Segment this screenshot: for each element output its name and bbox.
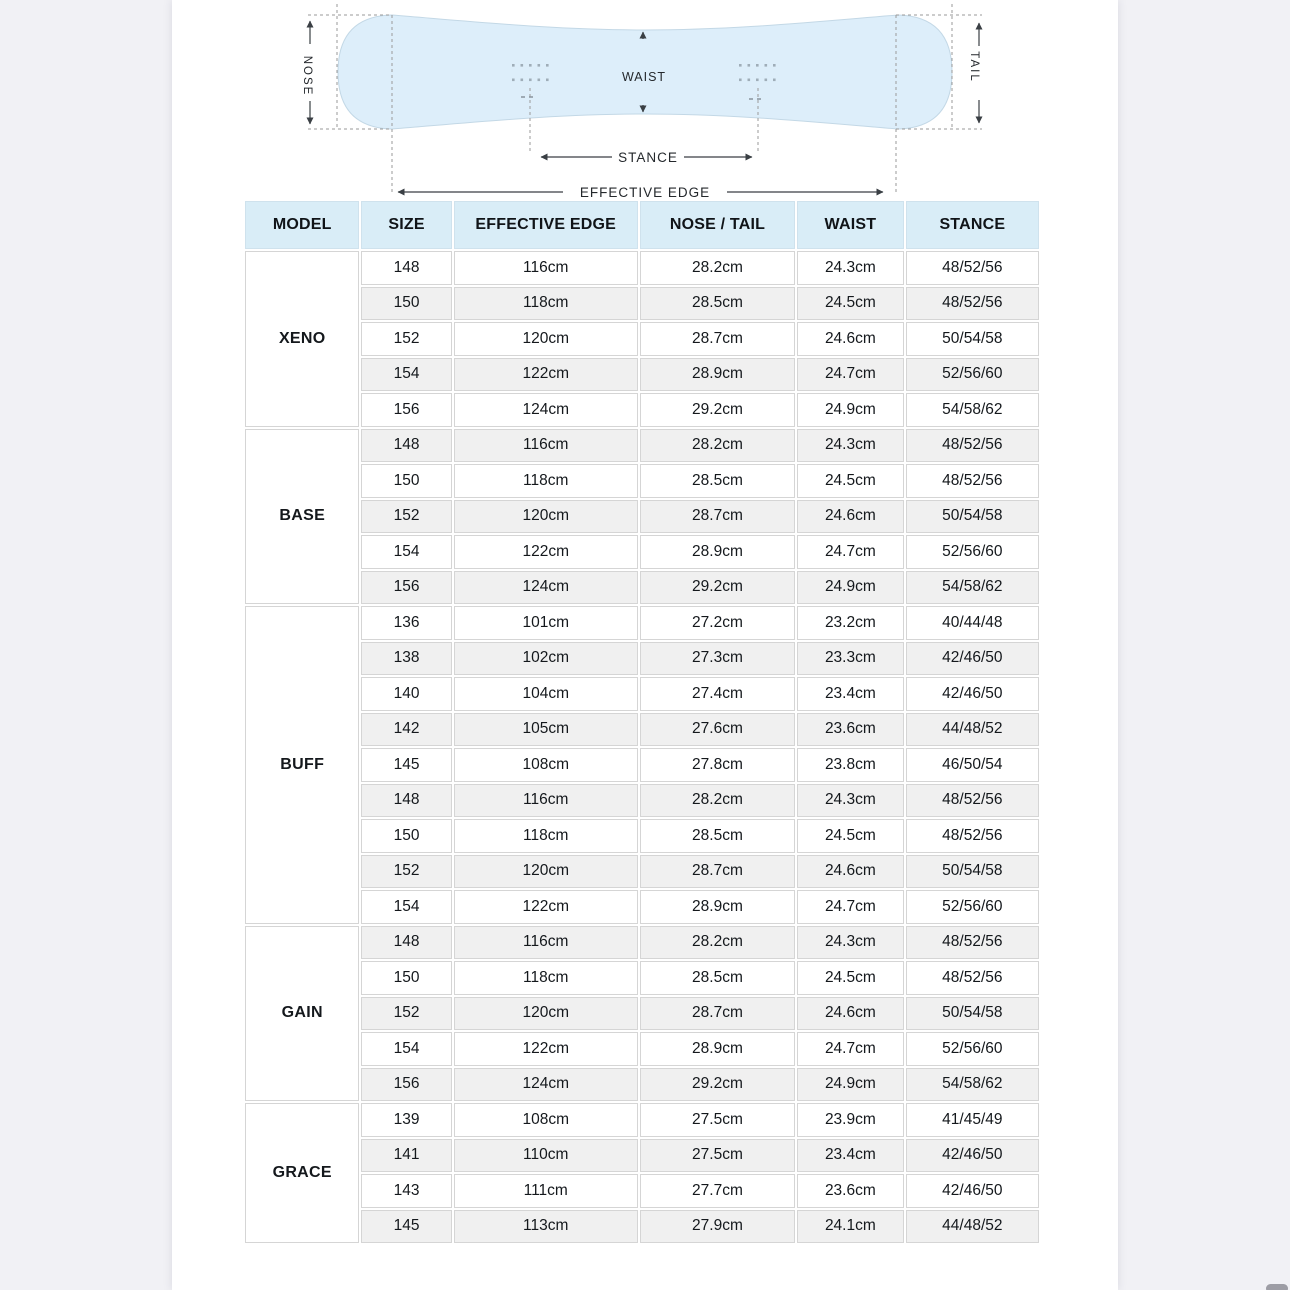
waist-cell: 24.3cm <box>797 251 904 285</box>
model-cell: BUFF <box>245 606 359 924</box>
effective-edge-cell: 122cm <box>454 358 638 392</box>
size-cell: 139 <box>361 1103 451 1137</box>
waist-cell: 24.1cm <box>797 1210 904 1244</box>
spec-table-header <box>245 201 1039 249</box>
waist-cell: 24.5cm <box>797 961 904 995</box>
waist-cell: 24.7cm <box>797 1032 904 1066</box>
column-header-nose-tail: NOSE / TAIL <box>640 201 795 249</box>
waist-cell: 24.7cm <box>797 358 904 392</box>
waist-cell: 24.9cm <box>797 393 904 427</box>
effective-edge-cell: 102cm <box>454 642 638 676</box>
stance-cell: 48/52/56 <box>906 819 1039 853</box>
table-row <box>245 855 1039 889</box>
table-row <box>245 748 1039 782</box>
nose-tail-cell: 29.2cm <box>640 571 795 605</box>
nose-tail-cell: 28.5cm <box>640 961 795 995</box>
stance-cell: 48/52/56 <box>906 784 1039 818</box>
table-row <box>245 606 1039 640</box>
table-row <box>245 535 1039 569</box>
table-row <box>245 961 1039 995</box>
size-cell: 150 <box>361 287 451 321</box>
size-cell: 154 <box>361 358 451 392</box>
effective-edge-cell: 122cm <box>454 1032 638 1066</box>
effective-edge-cell: 124cm <box>454 571 638 605</box>
waist-cell: 23.2cm <box>797 606 904 640</box>
size-cell: 142 <box>361 713 451 747</box>
size-cell: 148 <box>361 251 451 285</box>
effective-edge-cell: 113cm <box>454 1210 638 1244</box>
nose-tail-cell: 29.2cm <box>640 393 795 427</box>
effective-edge-cell: 110cm <box>454 1139 638 1173</box>
nose-tail-cell: 28.7cm <box>640 322 795 356</box>
table-row <box>245 571 1039 605</box>
nose-tail-cell: 27.4cm <box>640 677 795 711</box>
effective-edge-label: EFFECTIVE EDGE <box>579 185 711 199</box>
nose-tail-cell: 27.5cm <box>640 1103 795 1137</box>
waist-cell: 23.6cm <box>797 1174 904 1208</box>
stance-cell: 48/52/56 <box>906 429 1039 463</box>
nose-tail-cell: 28.2cm <box>640 784 795 818</box>
table-row <box>245 251 1039 285</box>
header-row <box>245 201 1039 249</box>
effective-edge-cell: 118cm <box>454 961 638 995</box>
effective-edge-cell: 120cm <box>454 500 638 534</box>
waist-cell: 24.9cm <box>797 571 904 605</box>
size-cell: 138 <box>361 642 451 676</box>
nose-tail-cell: 28.5cm <box>640 819 795 853</box>
table-row <box>245 464 1039 498</box>
stance-cell: 42/46/50 <box>906 1139 1039 1173</box>
stance-cell: 42/46/50 <box>906 642 1039 676</box>
nose-tail-cell: 27.6cm <box>640 713 795 747</box>
table-row <box>245 358 1039 392</box>
nose-tail-cell: 28.5cm <box>640 287 795 321</box>
size-cell: 140 <box>361 677 451 711</box>
effective-edge-cell: 122cm <box>454 535 638 569</box>
waist-cell: 24.3cm <box>797 784 904 818</box>
stance-cell: 48/52/56 <box>906 287 1039 321</box>
model-cell: XENO <box>245 251 359 427</box>
waist-cell: 24.3cm <box>797 926 904 960</box>
stance-cell: 48/52/56 <box>906 926 1039 960</box>
nose-tail-cell: 28.9cm <box>640 535 795 569</box>
effective-edge-cell: 116cm <box>454 429 638 463</box>
stance-cell: 50/54/58 <box>906 997 1039 1031</box>
size-cell: 143 <box>361 1174 451 1208</box>
spec-table <box>243 199 1041 1245</box>
effective-edge-cell: 111cm <box>454 1174 638 1208</box>
stance-cell: 40/44/48 <box>906 606 1039 640</box>
waist-cell: 24.6cm <box>797 855 904 889</box>
stance-cell: 50/54/58 <box>906 500 1039 534</box>
size-cell: 141 <box>361 1139 451 1173</box>
stance-cell: 44/48/52 <box>906 713 1039 747</box>
size-cell: 154 <box>361 890 451 924</box>
size-cell: 150 <box>361 464 451 498</box>
size-cell: 156 <box>361 1068 451 1102</box>
effective-edge-cell: 118cm <box>454 464 638 498</box>
nose-tail-cell: 28.2cm <box>640 429 795 463</box>
stance-cell: 50/54/58 <box>906 322 1039 356</box>
nose-tail-cell: 27.2cm <box>640 606 795 640</box>
waist-cell: 24.6cm <box>797 997 904 1031</box>
stance-cell: 48/52/56 <box>906 961 1039 995</box>
effective-edge-cell: 101cm <box>454 606 638 640</box>
effective-edge-cell: 122cm <box>454 890 638 924</box>
effective-edge-cell: 118cm <box>454 287 638 321</box>
size-cell: 152 <box>361 855 451 889</box>
table-row <box>245 642 1039 676</box>
waist-cell: 23.8cm <box>797 748 904 782</box>
waist-cell: 24.7cm <box>797 535 904 569</box>
nose-tail-cell: 28.7cm <box>640 997 795 1031</box>
table-row <box>245 1068 1039 1102</box>
waist-cell: 24.5cm <box>797 287 904 321</box>
stance-cell: 52/56/60 <box>906 358 1039 392</box>
nose-tail-cell: 28.9cm <box>640 1032 795 1066</box>
nose-tail-cell: 29.2cm <box>640 1068 795 1102</box>
effective-edge-cell: 120cm <box>454 997 638 1031</box>
effective-edge-cell: 120cm <box>454 322 638 356</box>
stance-cell: 42/46/50 <box>906 677 1039 711</box>
effective-edge-cell: 104cm <box>454 677 638 711</box>
effective-edge-cell: 118cm <box>454 819 638 853</box>
nose-tail-cell: 28.5cm <box>640 464 795 498</box>
nose-tail-cell: 27.9cm <box>640 1210 795 1244</box>
table-row <box>245 322 1039 356</box>
nose-tail-cell: 27.3cm <box>640 642 795 676</box>
snowboard-measurement-diagram <box>0 0 1290 199</box>
size-cell: 154 <box>361 535 451 569</box>
effective-edge-cell: 116cm <box>454 784 638 818</box>
nose-tail-cell: 27.5cm <box>640 1139 795 1173</box>
table-row <box>245 500 1039 534</box>
nose-tail-cell: 28.9cm <box>640 358 795 392</box>
effective-edge-cell: 124cm <box>454 393 638 427</box>
stance-cell: 44/48/52 <box>906 1210 1039 1244</box>
column-header-effective-edge: EFFECTIVE EDGE <box>454 201 638 249</box>
size-cell: 136 <box>361 606 451 640</box>
model-cell: GRACE <box>245 1103 359 1243</box>
waist-cell: 24.3cm <box>797 429 904 463</box>
nose-tail-cell: 28.2cm <box>640 251 795 285</box>
stance-cell: 46/50/54 <box>906 748 1039 782</box>
stance-cell: 48/52/56 <box>906 251 1039 285</box>
waist-cell: 24.5cm <box>797 464 904 498</box>
effective-edge-cell: 124cm <box>454 1068 638 1102</box>
size-cell: 145 <box>361 1210 451 1244</box>
effective-edge-cell: 105cm <box>454 713 638 747</box>
table-row <box>245 997 1039 1031</box>
waist-cell: 24.6cm <box>797 322 904 356</box>
nose-tail-cell: 28.9cm <box>640 890 795 924</box>
stance-cell: 54/58/62 <box>906 1068 1039 1102</box>
nose-tail-cell: 27.7cm <box>640 1174 795 1208</box>
model-cell: BASE <box>245 429 359 605</box>
nose-tail-cell: 28.2cm <box>640 926 795 960</box>
size-cell: 154 <box>361 1032 451 1066</box>
model-cell: GAIN <box>245 926 359 1102</box>
tail-label: TAIL <box>968 51 980 83</box>
table-row <box>245 677 1039 711</box>
nose-tail-cell: 28.7cm <box>640 500 795 534</box>
effective-edge-cell: 108cm <box>454 1103 638 1137</box>
effective-edge-cell: 108cm <box>454 748 638 782</box>
table-row <box>245 819 1039 853</box>
size-chart <box>243 199 1041 1245</box>
table-row <box>245 890 1039 924</box>
floating-button-partial[interactable] <box>1266 1284 1288 1290</box>
size-cell: 152 <box>361 322 451 356</box>
table-row <box>245 1174 1039 1208</box>
stance-cell: 54/58/62 <box>906 571 1039 605</box>
waist-cell: 23.6cm <box>797 713 904 747</box>
table-row <box>245 1139 1039 1173</box>
waist-cell: 24.9cm <box>797 1068 904 1102</box>
waist-cell: 24.7cm <box>797 890 904 924</box>
size-cell: 150 <box>361 961 451 995</box>
size-cell: 148 <box>361 429 451 463</box>
effective-edge-cell: 116cm <box>454 251 638 285</box>
table-row <box>245 429 1039 463</box>
stance-cell: 52/56/60 <box>906 535 1039 569</box>
table-row <box>245 784 1039 818</box>
waist-cell: 23.4cm <box>797 1139 904 1173</box>
stance-cell: 52/56/60 <box>906 1032 1039 1066</box>
column-header-waist: WAIST <box>797 201 904 249</box>
size-cell: 152 <box>361 997 451 1031</box>
column-header-stance: STANCE <box>906 201 1039 249</box>
stance-cell: 54/58/62 <box>906 393 1039 427</box>
size-cell: 150 <box>361 819 451 853</box>
size-cell: 156 <box>361 571 451 605</box>
size-cell: 148 <box>361 926 451 960</box>
stance-cell: 42/46/50 <box>906 1174 1039 1208</box>
waist-cell: 23.3cm <box>797 642 904 676</box>
table-row <box>245 1210 1039 1244</box>
waist-label: WAIST <box>621 70 667 84</box>
effective-edge-cell: 116cm <box>454 926 638 960</box>
table-row <box>245 926 1039 960</box>
waist-cell: 24.5cm <box>797 819 904 853</box>
table-row <box>245 713 1039 747</box>
size-cell: 148 <box>361 784 451 818</box>
size-cell: 152 <box>361 500 451 534</box>
size-cell: 145 <box>361 748 451 782</box>
size-cell: 156 <box>361 393 451 427</box>
table-row <box>245 393 1039 427</box>
waist-cell: 24.6cm <box>797 500 904 534</box>
table-row <box>245 1032 1039 1066</box>
stance-cell: 41/45/49 <box>906 1103 1039 1137</box>
stance-cell: 48/52/56 <box>906 464 1039 498</box>
table-row <box>245 1103 1039 1137</box>
table-row <box>245 287 1039 321</box>
nose-tail-cell: 28.7cm <box>640 855 795 889</box>
stance-label: STANCE <box>618 150 678 165</box>
column-header-size: SIZE <box>361 201 451 249</box>
nose-label: NOSE <box>301 55 313 97</box>
nose-tail-cell: 27.8cm <box>640 748 795 782</box>
waist-cell: 23.9cm <box>797 1103 904 1137</box>
waist-cell: 23.4cm <box>797 677 904 711</box>
effective-edge-cell: 120cm <box>454 855 638 889</box>
stance-cell: 52/56/60 <box>906 890 1039 924</box>
column-header-model: MODEL <box>245 201 359 249</box>
spec-table-body <box>245 251 1039 1243</box>
stance-cell: 50/54/58 <box>906 855 1039 889</box>
